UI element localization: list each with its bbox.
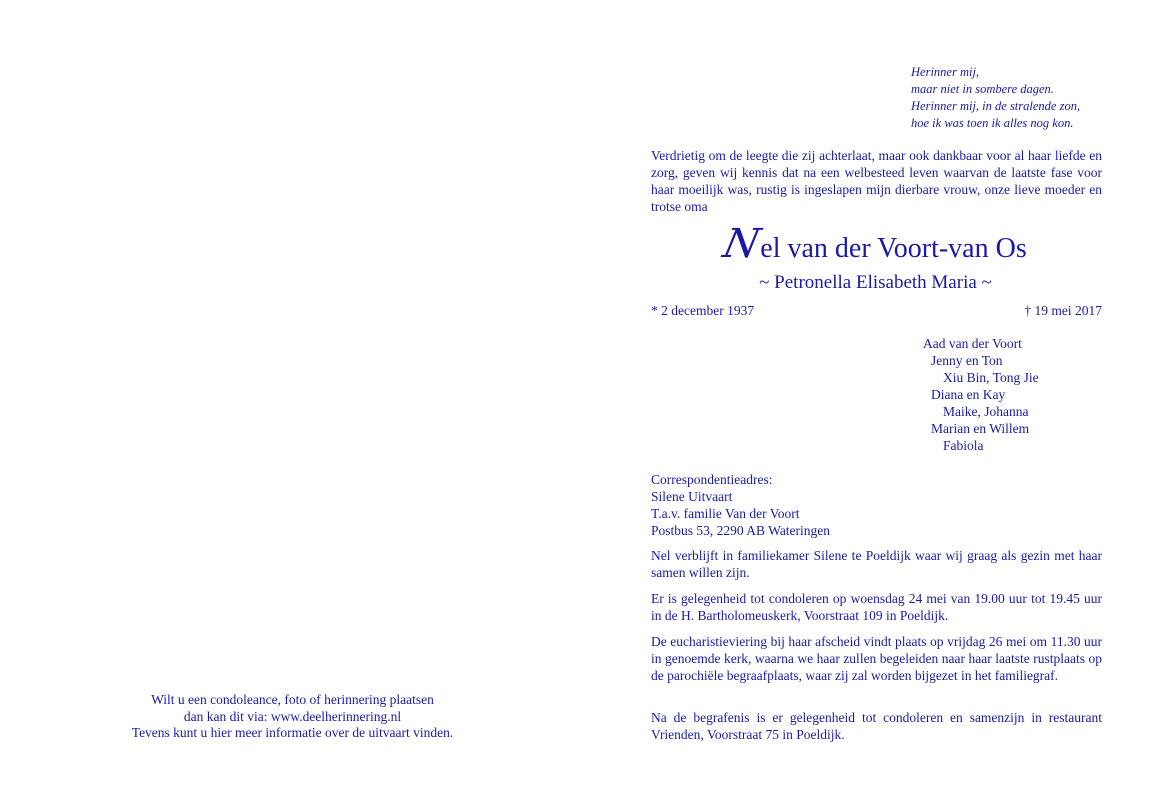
dates-row [651,302,1102,319]
family-list [923,335,1039,454]
birth-date: * 2 december 1937 [651,303,755,318]
correspondence-address [651,471,830,539]
footer-line-2: dan kan dit via: www.deelherinnering.nl [183,708,402,724]
intro-paragraph: Verdrietig om de leegte die zij achterlaat, maar ook dankbaar voor al haar liefde en zorg, geven wij kennis dat na een welbesteed leven waarvan de laatste fase voor haar moeilijk was, rustig is ingeslapen mijn dierbare vrouw, onze lieve moeder en trotse oma [651,148,1102,214]
poem-line: hoe ik was toen ik alles nog kon. [911,116,1074,130]
death-date: † 19 mei 2017 [1024,303,1102,318]
address-line: Postbus 53, 2290 AB Wateringen [651,523,831,538]
grandchildren: Fabiola [943,438,984,453]
poem [911,64,1080,132]
child-couple: Diana en Kay [931,387,1006,402]
deceased-name-block [600,223,1151,296]
ceremony-notice: De eucharistieviering bij haar afscheid vindt plaats op vrijdag 26 mei om 11.30 uur in genoemde kerk, waarna we haar zullen begeleiden naar haar laatste rustplaats op de parochiële begraafplaats, waar zij zal worden bijgezet in het familiegraf. [651,634,1102,683]
address-heading: Correspondentieadres: [651,472,773,487]
name-rest: el van der Voort-van Os [760,233,1027,264]
grandchildren: Maike, Johanna [943,404,1029,419]
reception-notice: Na de begrafenis is er gelegenheid tot condoleren en samenzijn in restaurant Vrienden, Voorstraat 75 in Poeldijk. [651,710,1102,742]
condolence-notice: Er is gelegenheid tot condoleren op woensdag 24 mei van 19.00 uur tot 19.45 uur in de H. Bartholomeuskerk, Voorstraat 109 in Poeldijk. [651,591,1102,623]
poem-line: maar niet in sombere dagen. [911,82,1054,96]
poem-line: Herinner mij, [911,65,980,79]
footer-line-1: Wilt u een condoleance, foto of herinnering plaatsen [151,692,434,707]
name-initial: N [719,221,765,267]
given-names: ~ Petronella Elisabeth Maria ~ [759,272,992,293]
stay-notice: Nel verblijft in familiekamer Silene te Poeldijk waar wij graag als gezin met haar samen willen zijn. [651,548,1102,580]
grandchildren: Xiu Bin, Tong Jie [943,370,1039,385]
address-line: T.a.v. familie Van der Voort [651,506,800,521]
child-couple: Jenny en Ton [931,353,1003,368]
spouse: Aad van der Voort [923,336,1022,351]
poem-line: Herinner mij, in de stralende zon, [911,99,1081,113]
deceased-name [600,223,1151,270]
footer-line-3: Tevens kunt u hier meer informatie over de uitvaart vinden. [131,725,454,740]
address-line: Silene Uitvaart [651,489,733,504]
child-couple: Marian en Willem [931,421,1030,436]
left-page-footer [60,692,525,742]
